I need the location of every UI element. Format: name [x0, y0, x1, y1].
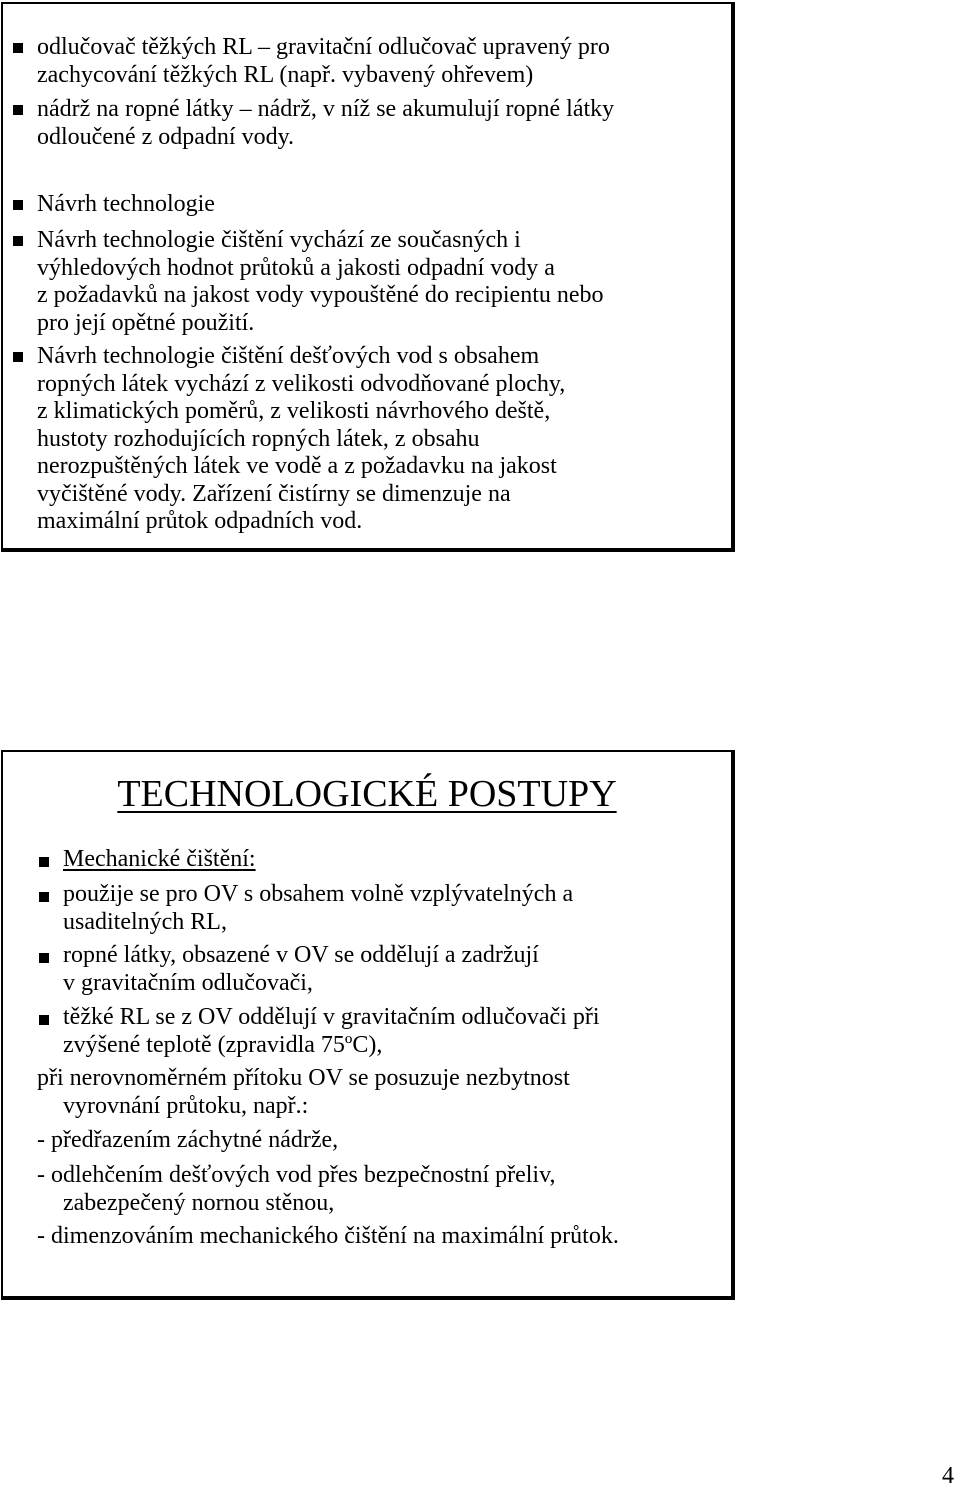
paragraph: - předřazením záchytné nádrže, — [37, 1127, 339, 1153]
bullet-icon — [13, 352, 23, 362]
list-item: použije se pro OV s obsahem volně vzplývatelných a usaditelných RL, — [63, 881, 574, 935]
list-item: nádrž na ropné látky – nádrž, v níž se akumulují ropné látky odloučené z odpadní vody. — [37, 96, 615, 150]
bullet-icon — [13, 43, 23, 53]
bullet-icon — [39, 1015, 49, 1025]
slide-title: TECHNOLOGICKÉ POSTUPY — [117, 773, 617, 815]
slide-2 — [1, 750, 735, 1300]
list-item: těžké RL se z OV oddělují v gravitačním odlučovači při zvýšené teplotě (zpravidla 75ºC), — [63, 1004, 600, 1058]
bullet-icon — [39, 953, 49, 963]
list-item: odlučovač těžkých RL – gravitační odlučovač upravený pro zachycování těžkých RL (např. vybavený ohřevem) — [37, 34, 610, 88]
bullet-icon — [13, 236, 23, 246]
paragraph: při nerovnoměrném přítoku OV se posuzuje nezbytnost vyrovnání průtoku, např.: — [37, 1065, 570, 1119]
bullet-icon — [39, 857, 49, 867]
slide-1-bullet-list — [3, 4, 731, 548]
bullet-icon — [13, 105, 23, 115]
bullet-icon — [39, 892, 49, 902]
slide-2-bullet-list — [3, 752, 731, 1296]
bullet-icon — [13, 200, 23, 210]
list-item: Návrh technologie čištění vychází ze současných i výhledových hodnot průtoků a jakosti odpadní vody a z požadavků na jakost vody vypouštěné do recipientu nebo pro její opětné použití. — [37, 227, 604, 336]
list-item: Návrh technologie — [37, 191, 215, 217]
slide-1 — [1, 2, 735, 552]
list-item-heading: Mechanické čištění: — [63, 846, 256, 872]
paragraph: - dimenzováním mechanického čištění na maximální průtok. — [37, 1223, 619, 1249]
list-item: ropné látky, obsazené v OV se oddělují a zadržují v gravitačním odlučovači, — [63, 942, 539, 996]
paragraph: - odlehčením dešťových vod přes bezpečnostní přeliv, zabezpečený nornou stěnou, — [37, 1162, 556, 1216]
page-number: 4 — [942, 1463, 954, 1489]
list-item: Návrh technologie čištění dešťových vod s obsahem ropných látek vychází z velikosti odvodňované plochy, z klimatických poměrů, z velikosti návrhového deště, hustoty rozhodujících ropných látek, z obsahu nerozpuštěných látek ve vodě a z požadavku na jakost vyčištěné vody. Zařízení čistírny se dimenzuje na maximální průtok odpadních vod. — [37, 343, 566, 534]
